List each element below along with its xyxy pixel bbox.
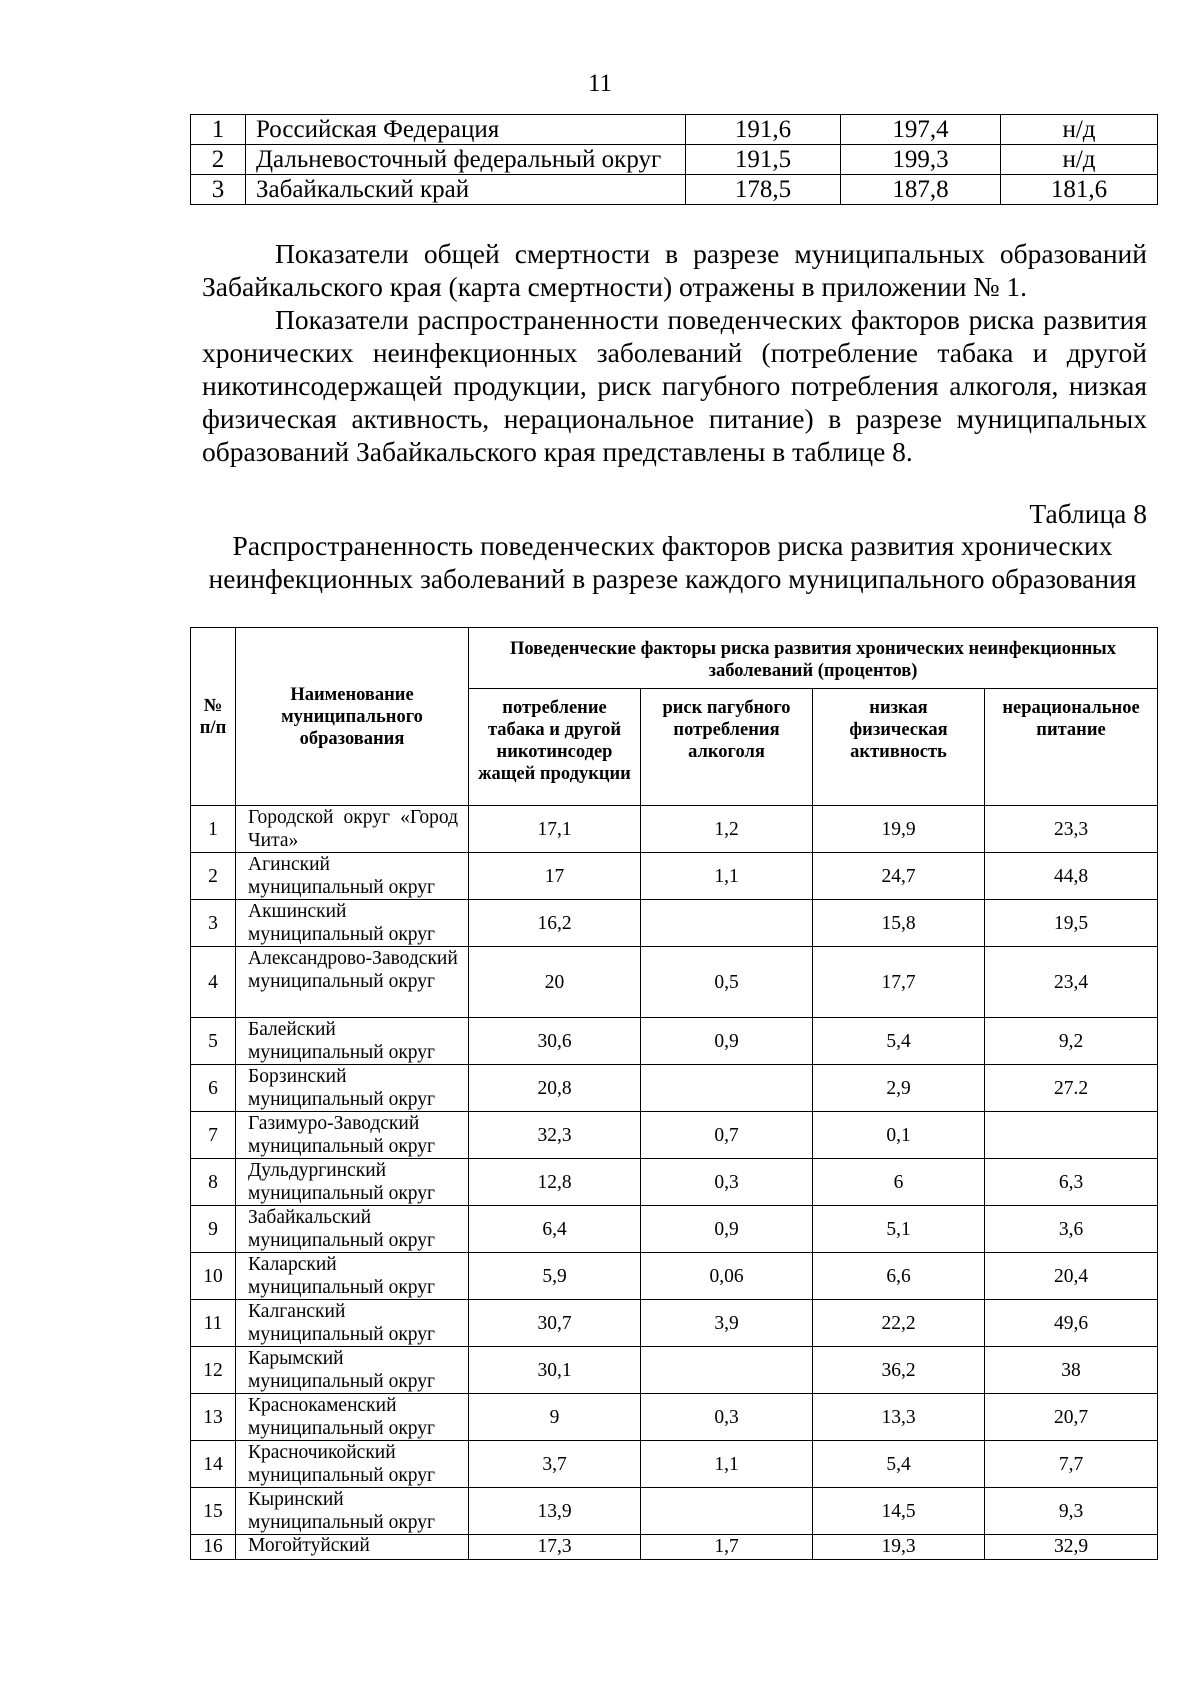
alcohol-value: 1,1: [641, 1441, 813, 1488]
alcohol-value: 1,2: [641, 806, 813, 853]
value-cell: 199,3: [841, 145, 1001, 175]
nutrition-value: 44,8: [985, 853, 1158, 900]
municipality-name: Борзинский муниципальный округ: [236, 1065, 469, 1112]
alcohol-value: 0,7: [641, 1112, 813, 1159]
nutrition-value: 23,3: [985, 806, 1158, 853]
header-alcohol: риск пагубного потребления алкоголя: [641, 689, 813, 806]
activity-value: 24,7: [813, 853, 985, 900]
alcohol-value: 1,1: [641, 853, 813, 900]
alcohol-value: [641, 900, 813, 947]
value-cell: н/д: [1001, 145, 1158, 175]
row-number: 7: [191, 1112, 236, 1159]
row-number: 14: [191, 1441, 236, 1488]
header-tobacco: потребление табака и другой никотинсодер жащей продукции: [469, 689, 641, 806]
alcohol-value: 0,06: [641, 1253, 813, 1300]
activity-value: 13,3: [813, 1394, 985, 1441]
table-row: [191, 1300, 1158, 1347]
activity-value: 17,7: [813, 947, 985, 1018]
activity-value: 36,2: [813, 1347, 985, 1394]
row-number: 12: [191, 1347, 236, 1394]
tobacco-value: 17,3: [469, 1535, 641, 1560]
table-row: [191, 1065, 1158, 1112]
municipality-name: Краснокаменский муниципальный округ: [236, 1394, 469, 1441]
value-cell: 181,6: [1001, 175, 1158, 205]
tobacco-value: 13,9: [469, 1488, 641, 1535]
municipality-name: Агинский муниципальный округ: [236, 853, 469, 900]
table-row: [191, 1441, 1158, 1488]
nutrition-value: 3,6: [985, 1206, 1158, 1253]
table-row: [191, 1488, 1158, 1535]
row-number: 16: [191, 1535, 236, 1560]
tobacco-value: 30,6: [469, 1018, 641, 1065]
header-group: Поведенческие факторы риска развития хронических неинфекционных заболеваний (процентов): [469, 628, 1158, 689]
value-cell: н/д: [1001, 115, 1158, 145]
table-row: [191, 145, 1158, 175]
alcohol-value: 3,9: [641, 1300, 813, 1347]
alcohol-value: [641, 1347, 813, 1394]
table-title: Распространенность поведенческих факторов риска развития хронических неинфекционных заболеваний в разрезе каждого муниципального образования: [208, 530, 1137, 594]
table-row: [191, 1253, 1158, 1300]
activity-value: 5,4: [813, 1441, 985, 1488]
table-row: [191, 806, 1158, 853]
row-number: 6: [191, 1065, 236, 1112]
table-row: [191, 115, 1158, 145]
nutrition-value: 49,6: [985, 1300, 1158, 1347]
tobacco-value: 20,8: [469, 1065, 641, 1112]
activity-value: 14,5: [813, 1488, 985, 1535]
alcohol-value: [641, 1488, 813, 1535]
municipality-name: Калганский муниципальный округ: [236, 1300, 469, 1347]
municipality-name: Газимуро-Заводский муниципальный округ: [236, 1112, 469, 1159]
alcohol-value: 0,5: [641, 947, 813, 1018]
table-row: [191, 900, 1158, 947]
header-number: № п/п: [191, 628, 236, 806]
activity-value: 6,6: [813, 1253, 985, 1300]
municipality-name: Могойтуйский: [236, 1535, 469, 1560]
row-number: 3: [191, 175, 246, 205]
nutrition-value: 9,3: [985, 1488, 1158, 1535]
activity-value: 19,9: [813, 806, 985, 853]
page-number: 11: [587, 70, 613, 97]
table-row: [191, 1159, 1158, 1206]
municipality-name: Дульдургинский муниципальный округ: [236, 1159, 469, 1206]
table-row: [191, 853, 1158, 900]
alcohol-value: [641, 1065, 813, 1112]
tobacco-value: 20: [469, 947, 641, 1018]
nutrition-value: 23,4: [985, 947, 1158, 1018]
municipality-name: Забайкальский муниципальный округ: [236, 1206, 469, 1253]
alcohol-value: 0,9: [641, 1206, 813, 1253]
region-name: Российская Федерация: [246, 115, 686, 145]
row-number: 13: [191, 1394, 236, 1441]
municipality-name: Александрово-Заводский муниципальный округ: [236, 947, 469, 1018]
table-row: [191, 947, 1158, 1018]
alcohol-value: 1,7: [641, 1535, 813, 1560]
table-row: [191, 1347, 1158, 1394]
tobacco-value: 6,4: [469, 1206, 641, 1253]
paragraph: Показатели распространенности поведенческих факторов риска развития хронических неинфекционных заболеваний (потребление табака и другой никотинсодержащей продукции, риск пагубного потребления алкоголя, низкая физическая активность, нерациональное питание) в разрезе муниципальных образований Забайкальского края представлены в таблице 8.: [202, 304, 1147, 467]
header-name: Наименование муниципального образования: [236, 628, 469, 806]
row-number: 10: [191, 1253, 236, 1300]
tobacco-value: 9: [469, 1394, 641, 1441]
value-cell: 197,4: [841, 115, 1001, 145]
row-number: 1: [191, 115, 246, 145]
row-number: 9: [191, 1206, 236, 1253]
nutrition-value: [985, 1112, 1158, 1159]
nutrition-value: 38: [985, 1347, 1158, 1394]
tobacco-value: 32,3: [469, 1112, 641, 1159]
activity-value: 5,4: [813, 1018, 985, 1065]
nutrition-value: 27.2: [985, 1065, 1158, 1112]
row-number: 2: [191, 853, 236, 900]
tobacco-value: 12,8: [469, 1159, 641, 1206]
tobacco-value: 17,1: [469, 806, 641, 853]
tobacco-value: 30,7: [469, 1300, 641, 1347]
tobacco-value: 17: [469, 853, 641, 900]
activity-value: 2,9: [813, 1065, 985, 1112]
value-cell: 187,8: [841, 175, 1001, 205]
nutrition-value: 32,9: [985, 1535, 1158, 1560]
table-label: Таблица 8: [1029, 498, 1147, 529]
row-number: 11: [191, 1300, 236, 1347]
activity-value: 6: [813, 1159, 985, 1206]
table-row: [191, 1112, 1158, 1159]
header-nutrition: нерациональное питание: [985, 689, 1158, 806]
table-row: [191, 1018, 1158, 1065]
table-row: [191, 1394, 1158, 1441]
table-row: [191, 175, 1158, 205]
municipality-name: Красночикойский муниципальный округ: [236, 1441, 469, 1488]
activity-value: 0,1: [813, 1112, 985, 1159]
tobacco-value: 30,1: [469, 1347, 641, 1394]
activity-value: 19,3: [813, 1535, 985, 1560]
row-number: 8: [191, 1159, 236, 1206]
nutrition-value: 19,5: [985, 900, 1158, 947]
header-row: [191, 628, 1158, 689]
region-name: Дальневосточный федеральный округ: [246, 145, 686, 175]
nutrition-value: 6,3: [985, 1159, 1158, 1206]
tobacco-value: 16,2: [469, 900, 641, 947]
value-cell: 178,5: [686, 175, 841, 205]
alcohol-value: 0,9: [641, 1018, 813, 1065]
municipality-name: Городской округ «Город Чита»: [236, 806, 469, 853]
row-number: 1: [191, 806, 236, 853]
header-activity: низкая физическая активность: [813, 689, 985, 806]
nutrition-value: 20,7: [985, 1394, 1158, 1441]
risk-factors-table: [190, 627, 1158, 1560]
paragraph: Показатели общей смертности в разрезе муниципальных образований Забайкальского края (карта смертности) отражены в приложении № 1.: [202, 238, 1147, 302]
activity-value: 15,8: [813, 900, 985, 947]
alcohol-value: 0,3: [641, 1159, 813, 1206]
municipality-name: Карымский муниципальный округ: [236, 1347, 469, 1394]
summary-table: [190, 114, 1158, 205]
body-text: [202, 237, 1147, 468]
nutrition-value: 7,7: [985, 1441, 1158, 1488]
municipality-name: Акшинский муниципальный округ: [236, 900, 469, 947]
municipality-name: Кыринский муниципальный округ: [236, 1488, 469, 1535]
activity-value: 22,2: [813, 1300, 985, 1347]
row-number: 5: [191, 1018, 236, 1065]
tobacco-value: 5,9: [469, 1253, 641, 1300]
row-number: 2: [191, 145, 246, 175]
row-number: 3: [191, 900, 236, 947]
tobacco-value: 3,7: [469, 1441, 641, 1488]
municipality-name: Каларский муниципальный округ: [236, 1253, 469, 1300]
row-number: 4: [191, 947, 236, 1018]
activity-value: 5,1: [813, 1206, 985, 1253]
alcohol-value: 0,3: [641, 1394, 813, 1441]
municipality-name: Балейский муниципальный округ: [236, 1018, 469, 1065]
table-row: [191, 1206, 1158, 1253]
value-cell: 191,6: [686, 115, 841, 145]
row-number: 15: [191, 1488, 236, 1535]
value-cell: 191,5: [686, 145, 841, 175]
nutrition-value: 9,2: [985, 1018, 1158, 1065]
nutrition-value: 20,4: [985, 1253, 1158, 1300]
region-name: Забайкальский край: [246, 175, 686, 205]
table-row: [191, 1535, 1158, 1560]
